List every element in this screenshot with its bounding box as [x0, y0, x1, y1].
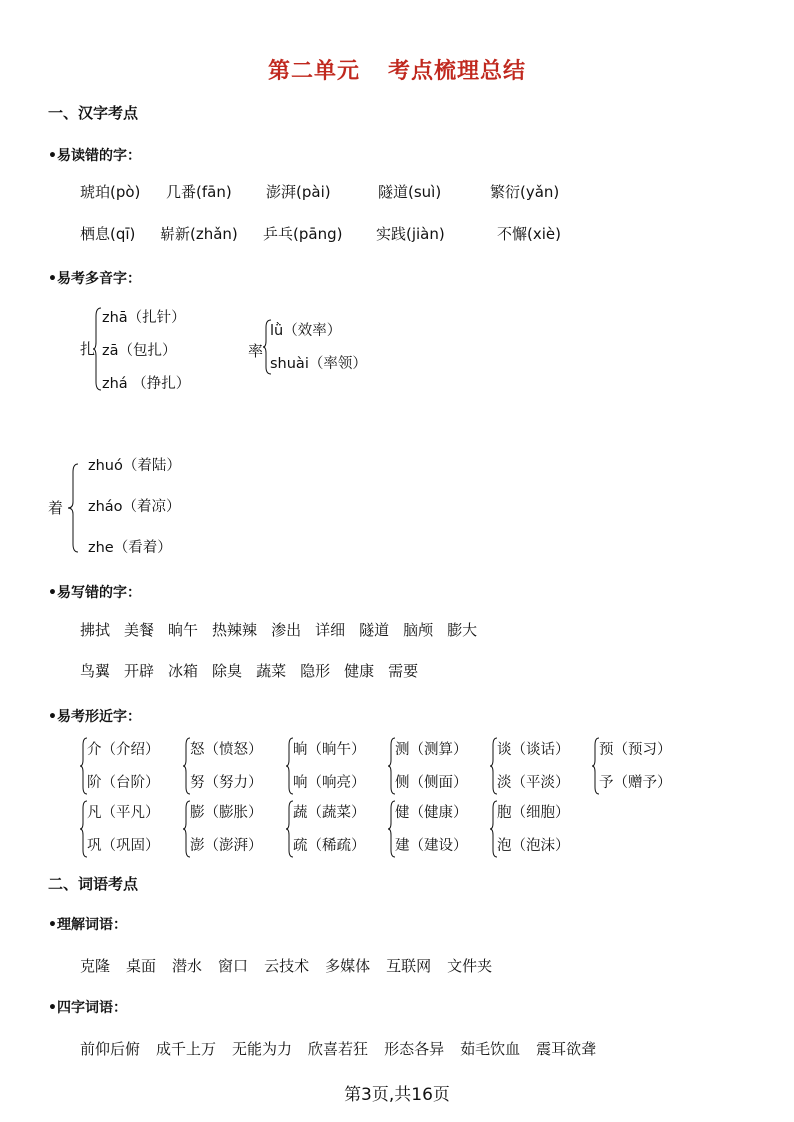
similar-char: 建（建设）: [395, 838, 468, 854]
word-item: 鸟翼: [80, 662, 111, 680]
subheading-understand: •理解词语：: [48, 917, 127, 933]
poly-items-lv: [270, 321, 367, 387]
title-part1: 第二单元: [267, 59, 360, 84]
four-char-row: [80, 1038, 612, 1059]
word-item: 乒乓(pāng): [263, 225, 343, 243]
similar-char: 测（测算）: [395, 742, 468, 758]
word-item: 前仰后俯: [80, 1040, 141, 1058]
word-item: 欣喜若狂: [308, 1040, 369, 1058]
word-item: 澎湃(pài): [266, 183, 331, 201]
brace-zhe: [66, 462, 80, 554]
word-item: 渗出: [271, 621, 302, 639]
similar-pair: [293, 803, 366, 869]
word-item: 不懈(xiè): [497, 225, 561, 243]
similar-char: 介（介绍）: [87, 742, 160, 758]
word-item: 窗口: [218, 957, 249, 975]
word-item: 无能为力: [232, 1040, 293, 1058]
word-item: 震耳欲聋: [536, 1040, 597, 1058]
similar-char: 响（响亮）: [293, 775, 366, 791]
title-part2: 考点梳理总结: [388, 59, 527, 84]
similar-pair: [395, 740, 468, 806]
word-item: 隐形: [300, 662, 331, 680]
similar-pair: [87, 803, 160, 869]
poly-item: zhā（扎针）: [102, 310, 186, 326]
similar-char: 疏（稀疏）: [293, 838, 366, 854]
word-item: 桌面: [126, 957, 157, 975]
word-item: 实践(jiàn): [376, 225, 445, 243]
poly-item: zā（包扎）: [102, 343, 177, 359]
miswrite-row-2: [80, 660, 432, 681]
understand-row: [80, 955, 508, 976]
similar-char: 予（赠予）: [599, 775, 672, 791]
similar-char: 胞（细胞）: [497, 805, 570, 821]
misread-row-2: [80, 223, 607, 244]
similar-char: 怒（愤怒）: [190, 742, 263, 758]
misread-row-1: [80, 181, 600, 202]
word-item: 隧道: [359, 621, 390, 639]
word-item: 潜水: [172, 957, 203, 975]
similar-char: 巩（巩固）: [87, 838, 160, 854]
word-item: 晌午: [168, 621, 199, 639]
subheading-easy-misread: •易读错的字：: [48, 148, 141, 164]
word-item: 云技术: [264, 957, 310, 975]
subheading-easy-miswrite: •易写错的字：: [48, 585, 141, 601]
word-item: 拂拭: [80, 621, 111, 639]
word-item: 美餐: [124, 621, 155, 639]
poly-item: zhá （挣扎）: [102, 376, 191, 392]
section-heading-chars: 一、汉字考点: [48, 104, 139, 122]
poly-char-lv: 率: [248, 342, 264, 360]
miswrite-row-1: [80, 619, 491, 640]
similar-char: 健（健康）: [395, 805, 468, 821]
word-item: 热辣辣: [212, 621, 258, 639]
subheading-polyphones: •易考多音字：: [48, 271, 141, 287]
similar-char: 膨（膨胀）: [190, 805, 263, 821]
word-item: 详细: [315, 621, 346, 639]
word-item: 膨大: [447, 621, 478, 639]
word-item: 成千上万: [156, 1040, 217, 1058]
word-item: 互联网: [386, 957, 432, 975]
word-item: 脑颅: [403, 621, 434, 639]
subheading-four-char: •四字词语：: [48, 1000, 127, 1016]
word-item: 崭新(zhǎn): [160, 225, 238, 243]
word-item: 茹毛饮血: [460, 1040, 521, 1058]
word-item: 几番(fān): [166, 183, 232, 201]
word-item: 冰箱: [168, 662, 199, 680]
similar-pair: [497, 803, 570, 869]
word-item: 健康: [344, 662, 375, 680]
similar-char: 淡（平淡）: [497, 775, 570, 791]
word-item: 栖息(qī): [80, 225, 136, 243]
similar-char: 蔬（蔬菜）: [293, 805, 366, 821]
similar-char: 侧（侧面）: [395, 775, 468, 791]
similar-pair: [599, 740, 672, 806]
poly-item: zhuó（着陆）: [88, 458, 181, 474]
poly-item: shuài（率领）: [270, 356, 367, 372]
poly-char-zha: 扎: [80, 340, 96, 358]
word-item: 隧道(suì): [378, 183, 442, 201]
word-item: 开辟: [124, 662, 155, 680]
word-item: 琥珀(pò): [80, 183, 141, 201]
word-item: 蔬菜: [256, 662, 287, 680]
similar-char: 努（努力）: [190, 775, 263, 791]
similar-char: 凡（平凡）: [87, 805, 160, 821]
poly-items-zhe: [88, 456, 181, 579]
poly-items-zha: [102, 308, 190, 407]
word-item: 文件夹: [447, 957, 493, 975]
similar-pair: [293, 740, 366, 806]
similar-char: 晌（晌午）: [293, 742, 366, 758]
similar-pair: [190, 740, 263, 806]
page-number: 第3页,共16页: [344, 1085, 450, 1105]
subheading-similar-chars: •易考形近字：: [48, 709, 141, 725]
page-title: [0, 54, 794, 85]
similar-char: 谈（谈话）: [497, 742, 570, 758]
poly-item: lǜ（效率）: [270, 323, 342, 339]
similar-pair: [87, 740, 160, 806]
section-heading-words: 二、词语考点: [48, 875, 139, 893]
similar-char: 阶（台阶）: [87, 775, 160, 791]
similar-pair: [190, 803, 263, 869]
word-item: 需要: [388, 662, 419, 680]
similar-char: 澎（澎湃）: [190, 838, 263, 854]
word-item: 除臭: [212, 662, 243, 680]
poly-item: zháo（着凉）: [88, 499, 181, 515]
similar-pair: [395, 803, 468, 869]
word-item: 繁衍(yǎn): [490, 183, 560, 201]
poly-char-zhe: 着: [48, 499, 64, 517]
similar-pair: [497, 740, 570, 806]
similar-char: 泡（泡沫）: [497, 838, 570, 854]
word-item: 多媒体: [325, 957, 371, 975]
word-item: 形态各异: [384, 1040, 445, 1058]
word-item: 克隆: [80, 957, 111, 975]
similar-char: 预（预习）: [599, 742, 672, 758]
poly-item: zhe（看着）: [88, 540, 172, 556]
